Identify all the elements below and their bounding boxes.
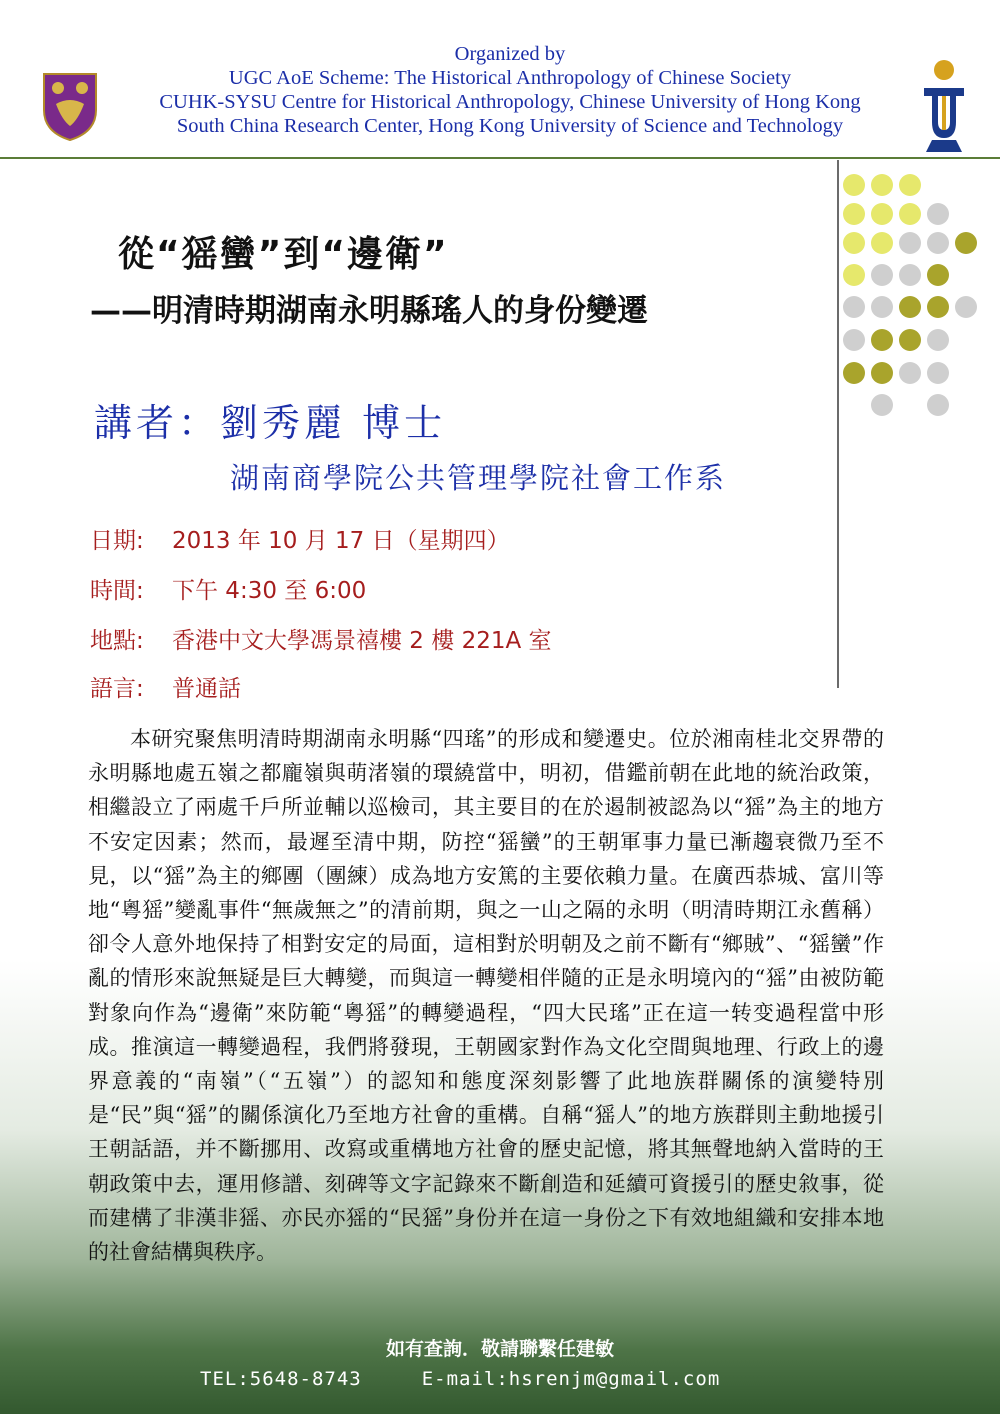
organizers [120,42,900,138]
decorative-dot [927,362,949,384]
decorative-dot [843,296,865,318]
language-row [90,670,241,703]
decorative-dot [899,264,921,286]
header [0,0,1000,160]
time-value: 下午 4:30 至 6:00 [172,578,367,604]
decorative-dot [927,394,949,416]
contact-line: 如有查詢．敬請聯繫任建敏 [385,1338,614,1360]
contact-email: E-mail:hsrenjm@gmail.com [421,1368,721,1390]
decorative-dot [899,232,921,254]
venue-row [90,622,552,655]
decorative-dot [871,394,893,416]
organizers-heading: Organized by [454,43,566,65]
contact-tel: TEL:5648-8743 [200,1368,362,1390]
decorative-dot [843,203,865,225]
date-label: 日期: [90,528,144,554]
abstract-text: 本研究聚焦明清時期湖南永明縣“四瑤”的形成和變遷史。位於湘南桂北交界帶的永明縣地處五嶺之都龐嶺與萌渚嶺的環繞當中，明初，借鑑前朝在此地的統治政策，相繼設立了兩處千戶所並輔以巡檢司，其主要目的在於遏制被認為以“猺”為主的地方不安定因素；然而，最遲至清中期，防控“猺蠻”的王朝軍事力量已漸趨衰微乃至不見，以“猺”為主的鄉團（團練）成為地方安篤的主要依賴力量。在廣西恭城、富川等地“粵猺”變亂事件“無歲無之”的清前期，與之一山之隔的永明（明清時期江永舊稱）卻令人意外地保持了相對安定的局面，這相對於明朝及之前不斷有“鄉賊”、“猺蠻”作亂的情形來說無疑是巨大轉變，而與這一轉變相伴隨的正是永明境內的“猺”由被防範對象向作為“邊衛”來防範“粵猺”的轉變過程，“四大民瑤”正在這一转变過程當中形成。推演這一轉變過程，我們將發現，王朝國家對作為文化空間與地理、行政上的邊界意義的“南嶺”（“五嶺”）的認知和態度深刻影響了此地族群關係的演變特別是“民”與“猺”的關係演化乃至地方社會的重構。自稱“猺人”的地方族群則主動地援引王朝話語，并不斷挪用、改寫或重構地方社會的歷史記憶，將其無聲地納入當時的王朝政策中去，運用修譜、刻碑等文字記錄來不斷創造和延續可資援引的歷史敘事，從而建構了非漢非猺、亦民亦猺的“民猺”身份并在這一身份之下有效地組織和安排本地的社會結構與秩序。 [88,727,884,1265]
decorative-dot [871,264,893,286]
decorative-dot [871,174,893,196]
decorative-dot [871,362,893,384]
decorative-dot [927,296,949,318]
cuhk-crest-icon [40,70,100,142]
header-divider [0,157,1000,159]
vertical-divider [837,160,839,688]
decorative-dot [843,329,865,351]
decorative-dot [843,362,865,384]
date-row [90,522,510,555]
decorative-dot [843,232,865,254]
decorative-dot [899,296,921,318]
organizer-line: UGC AoE Scheme: The Historical Anthropology of Chinese Society [228,67,792,89]
venue-label: 地點: [90,628,144,654]
talk-subtitle: ——明清時期湖南永明縣瑤人的身份變遷 [90,293,648,329]
decorative-dot [927,203,949,225]
language-label: 語言: [90,676,144,702]
decorative-dot [899,362,921,384]
venue-value: 香港中文大學馮景禧樓 2 樓 221A 室 [172,628,552,654]
organizer-line: CUHK-SYSU Centre for Historical Anthropology, Chinese University of Hong Kong [159,91,861,113]
decorative-dot [871,203,893,225]
time-label: 時間: [90,578,144,604]
decorative-dot [899,174,921,196]
speaker-affiliation: 湖南商學院公共管理學院社會工作系 [230,461,727,495]
decorative-dot [927,264,949,286]
decorative-dot [843,264,865,286]
hkust-logo-icon [918,58,970,154]
talk-title: 從“猺蠻”到“邊衛” [118,234,449,275]
decorative-dot [955,232,977,254]
decorative-dot [843,174,865,196]
organizer-line: South China Research Center, Hong Kong University of Science and Technology [176,115,844,137]
contact-details [200,1368,780,1390]
decorative-dot [927,329,949,351]
decorative-dot [899,329,921,351]
language-value: 普通話 [172,676,241,702]
decorative-dot [871,329,893,351]
speaker-name: 講者：劉秀麗 博士 [94,401,447,445]
decorative-dot [955,296,977,318]
decorative-dot [927,232,949,254]
date-value: 2013 年 10 月 17 日（星期四） [172,528,510,554]
time-row [90,572,366,605]
decorative-dot [871,296,893,318]
decorative-dot [871,232,893,254]
decorative-dot [899,203,921,225]
